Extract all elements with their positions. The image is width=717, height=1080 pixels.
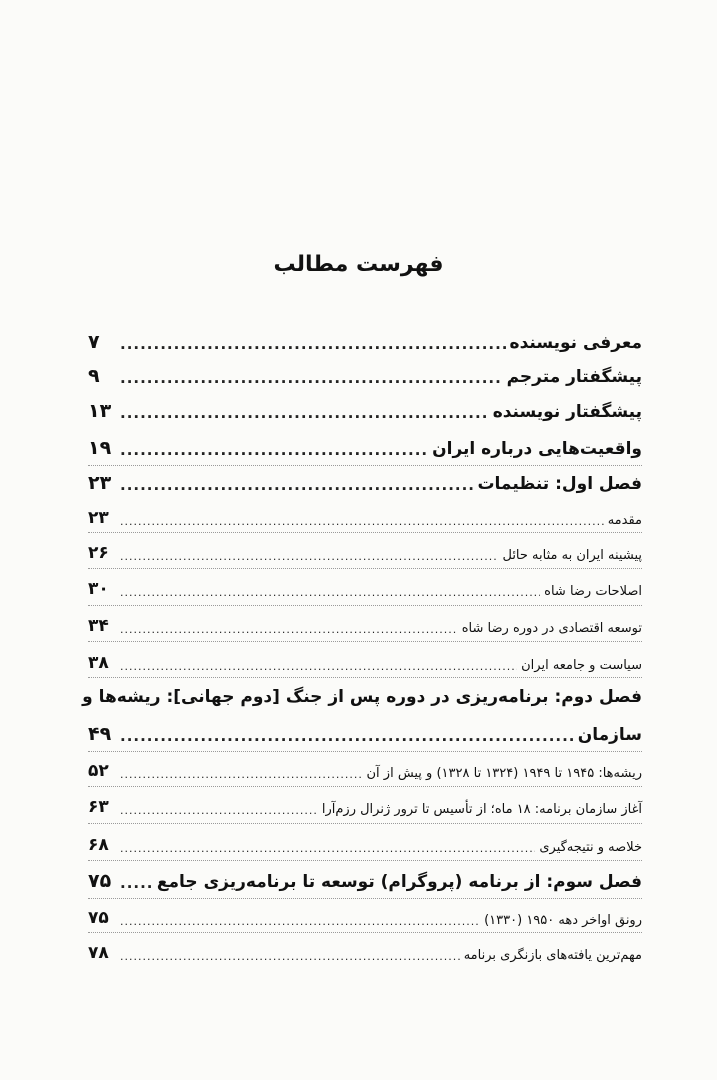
toc-entry-label: پیشگفتار نویسنده [492,402,642,422]
toc-entry-label-line1: فصل دوم: برنامه‌ریزی در دوره پس از جنگ [دوم جهانی]: ریشه‌ها و [82,687,642,707]
toc-entry-label: سازمان [577,725,642,745]
dot-leader [120,804,318,817]
toc-entry[interactable] [88,835,642,855]
toc-entry[interactable] [88,508,642,528]
dot-leader [120,335,506,353]
toc-entry-page: ۲۳ [88,508,109,528]
dot-leader [120,476,473,494]
toc-entry[interactable] [88,908,642,928]
dot-leader [120,515,604,528]
toc-entry[interactable] [88,437,642,459]
toc-entry-page: ۴۹ [88,723,112,745]
divider [88,605,642,606]
toc-entry-page: ۵۲ [88,761,109,781]
toc-entry-page: ۷۵ [88,870,112,892]
toc-entry[interactable] [88,943,642,963]
toc-entry[interactable] [88,616,642,636]
toc-entry-page: ۲۳ [88,472,112,494]
divider [88,932,642,933]
toc-entry[interactable] [88,472,642,494]
toc-entry-label: اصلاحات رضا شاه [544,584,642,599]
toc-entry-page: ۳۰ [88,579,109,599]
toc-entry-label: پیشگفتار مترجم [506,367,642,387]
dot-leader [120,842,535,855]
divider [88,751,642,752]
toc-entry-page: ۷۸ [88,943,109,963]
dot-leader [120,369,503,387]
toc-entry-page: ۶۳ [88,797,109,817]
toc-entry-page: ۹ [88,365,100,387]
toc-entry[interactable] [88,579,642,599]
divider [88,786,642,787]
toc-entry-page: ۶۸ [88,835,109,855]
toc-entry[interactable] [88,365,642,387]
dot-leader [120,623,458,636]
toc-entry-label: رونق اواخر دهه ۱۹۵۰ (۱۳۳۰) [484,913,642,928]
toc-entry-page: ۱۹ [88,437,112,459]
toc-entry[interactable] [88,543,642,563]
toc-entry[interactable] [88,797,642,817]
toc-entry[interactable] [88,400,642,422]
divider [88,568,642,569]
toc-entry-label: ریشه‌ها: ۱۹۴۵ تا ۱۹۴۹ (۱۳۲۴ تا ۱۳۲۸) و پیش از آن [366,766,642,781]
toc-entry-label: معرفی نویسنده [509,333,642,353]
toc-entry-page: ۳۸ [88,653,109,673]
divider [88,677,642,678]
toc-entry-label: توسعه اقتصادی در دوره رضا شاه [461,621,642,636]
toc-entry[interactable] [88,653,642,673]
divider [88,823,642,824]
toc-entry[interactable] [88,870,642,892]
dot-leader [120,915,480,928]
toc-entry-label: مهم‌ترین یافته‌های بازنگری برنامه [463,948,642,963]
toc-entry-page: ۱۳ [88,400,112,422]
dot-leader [120,586,540,599]
page-title: فهرست مطالب [273,252,444,277]
toc-entry-label: فصل سوم: از برنامه (پروگرام) توسعه تا برنامه‌ریزی جامع [156,872,642,892]
divider [88,898,642,899]
dot-leader [120,660,517,673]
divider [88,465,642,466]
divider [88,532,642,533]
dot-leader [120,874,153,892]
dot-leader [120,727,574,745]
toc-entry-page: ۷ [88,331,100,353]
dot-leader [120,550,498,563]
toc-entry-label: آغاز سازمان برنامه: ۱۸ ماه؛ از تأسیس تا ترور ژنرال رزم‌آرا [321,802,642,817]
toc-entry-label: واقعیت‌هایی درباره ایران [432,439,642,459]
dot-leader [120,441,428,459]
toc-entry[interactable] [88,723,642,745]
toc-entry-page: ۲۶ [88,543,109,563]
divider [88,641,642,642]
dot-leader [120,768,363,781]
toc-entry-label: مقدمه [607,513,642,528]
dot-leader [120,404,489,422]
toc-entry-page: ۳۴ [88,616,109,636]
toc-entry[interactable] [88,331,642,353]
divider [88,860,642,861]
dot-leader [120,950,460,963]
toc-entry-label: فصل اول: تنظیمات [477,474,642,494]
toc-entry-label: پیشینه ایران به مثابه حائل [502,548,642,563]
toc-entry-label: سیاست و جامعه ایران [521,658,642,673]
toc-entry[interactable] [88,761,642,781]
toc-entry-label: خلاصه و نتیجه‌گیری [539,840,642,855]
toc-entry-page: ۷۵ [88,908,109,928]
